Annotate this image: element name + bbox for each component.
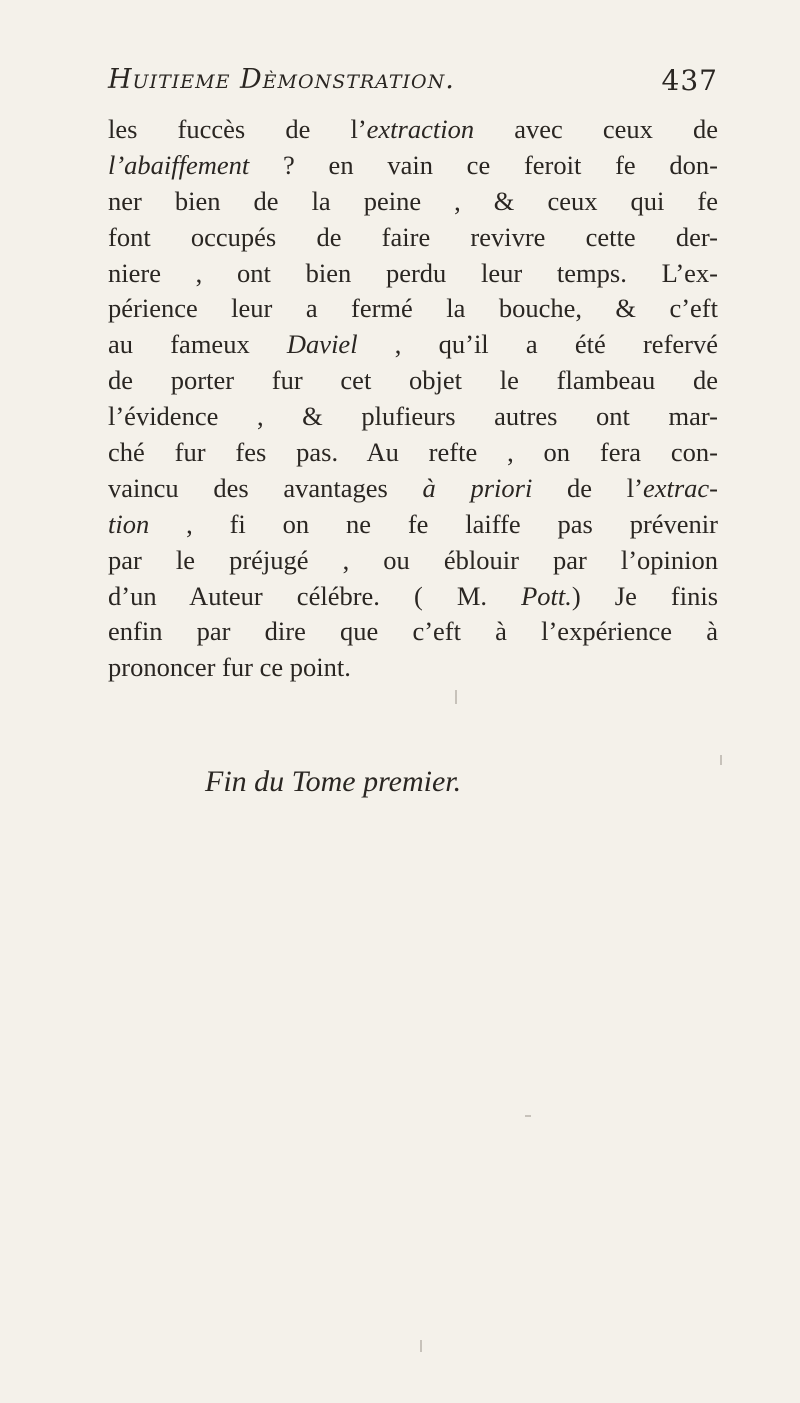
text-line [108,112,718,148]
paper-mark [420,1340,422,1352]
paper-mark [525,1115,531,1117]
text-run: les fuccès de l’ [108,114,367,144]
running-header [108,64,718,104]
text-run: avec ceux de [474,114,719,144]
text-line: enfin par dire que c’eft à l’expérience à [108,616,718,647]
text-run: ? en vain ce feroit fe don- [249,149,718,180]
text-line: niere , ont bien perdu leur temps. L’ex- [108,257,718,288]
italic-term: tion [108,508,150,539]
text-line [108,327,718,363]
text-line [108,471,718,507]
italic-term: extrac- [642,472,719,503]
paper-mark [455,690,457,704]
text-line: par le préjugé , ou éblouir par l’opinion [108,544,718,575]
text-line [108,579,718,615]
text-run: de l’ [532,472,643,503]
body-text [108,112,718,686]
text-line [108,507,718,543]
text-run: , fi on ne fe laiffe pas prévenir [149,508,718,539]
text-line [108,148,718,184]
text-run: , qu’il a été refervé [357,329,718,360]
text-line: l’évidence , & plufieurs autres ont mar- [108,401,718,432]
text-run: ) Je finis [571,580,719,611]
text-run: vaincu des avantages [108,472,423,503]
header-title: Huitieme Dèmonstration. [108,64,455,95]
text-run: d’un Auteur célébre. ( M. [108,580,522,611]
italic-term: extraction [366,114,475,144]
italic-term: Daviel [286,329,358,360]
closing-line: Fin du Tome premier. [205,765,462,798]
paper-mark [720,755,722,765]
italic-term: Pott. [521,580,572,611]
italic-term: à priori [422,472,533,503]
text-line: font occupés de faire revivre cette der- [108,221,718,252]
text-line: ner bien de la peine , & ceux qui fe [108,185,718,216]
text-line: de porter fur cet objet le flambeau de [108,365,718,396]
italic-term: l’abaiffement [108,149,250,180]
text-line: prononcer fur ce point. [108,652,351,683]
text-run: au fameux [108,329,287,360]
text-line: périence leur a fermé la bouche, & c’eft [108,293,718,324]
text-line: ché fur fes pas. Au refte , on fera con- [108,437,718,468]
page-number: 437 [661,64,718,97]
